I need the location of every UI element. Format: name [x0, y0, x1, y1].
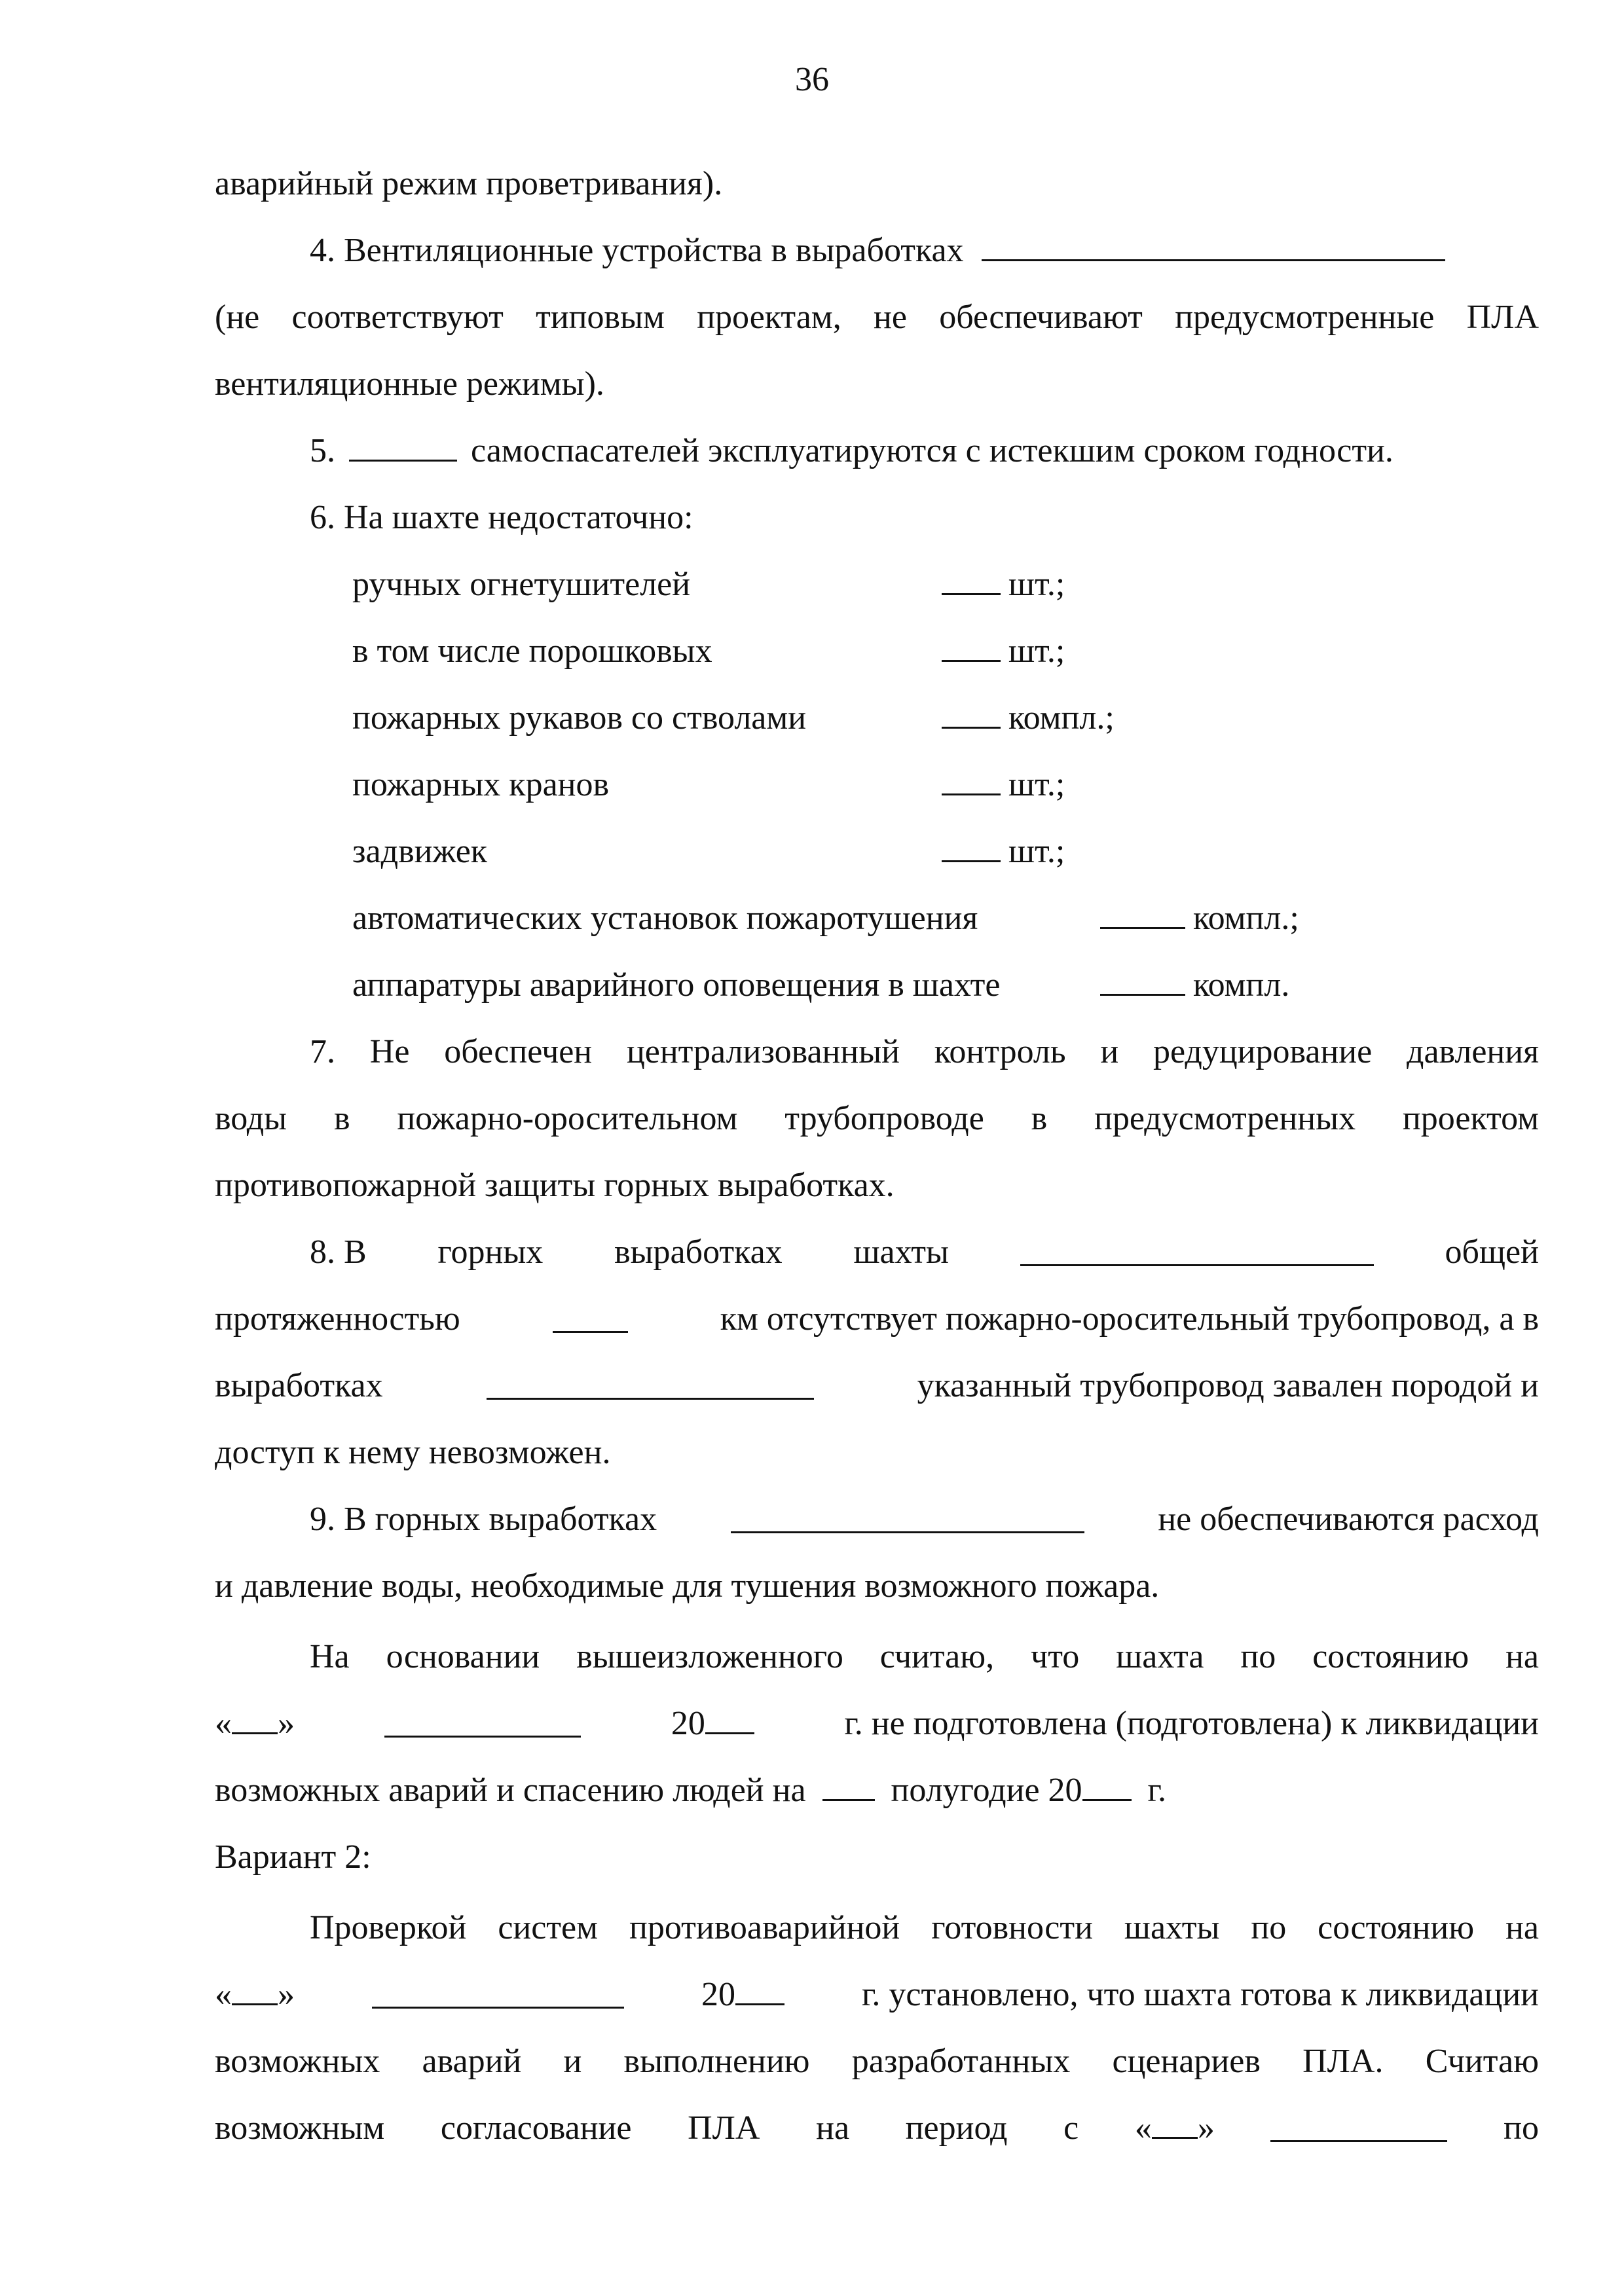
item-8-line-4: доступ к нему невозможен.	[215, 1434, 611, 1471]
blank-field	[487, 1398, 814, 1400]
blank-field	[942, 593, 1001, 595]
blank-field	[372, 2007, 624, 2009]
list-item: пожарных рукавов со стволами компл.;	[352, 699, 1115, 737]
list-item: в том числе порошковых шт.;	[352, 632, 1065, 670]
list-item: автоматических установок пожаротушения компл.;	[352, 900, 1299, 937]
list-item: пожарных кранов шт.;	[352, 766, 1065, 803]
variant-heading: Вариант 2:	[215, 1838, 371, 1876]
list-item: ручных огнетушителей шт.;	[352, 566, 1065, 603]
item-4-line-3: вентиляционные режимы).	[215, 365, 604, 403]
conclusion-line-3: возможных аварий и спасению людей на полугодие 20 г.	[215, 1772, 1167, 1809]
blank-field	[1100, 927, 1185, 929]
blank-field	[1020, 1264, 1374, 1266]
blank-field	[735, 2003, 784, 2005]
item-8-line-3: выработках указанный трубопровод завален породой и	[215, 1367, 1539, 1404]
blank-field	[1152, 2137, 1198, 2139]
list-item: задвижек шт.;	[352, 833, 1065, 870]
document-body	[215, 151, 1539, 2162]
item-8-line-1: 8. В горных выработках шахты общей	[310, 1233, 1539, 1271]
blank-field	[1270, 2140, 1447, 2142]
item-9-line-2: и давление воды, необходимые для тушения возможного пожара.	[215, 1567, 1160, 1605]
page-number: 36	[795, 61, 829, 98]
item-4-line-2: (не соответствуют типовым проектам, не обеспечивают предусмотренные ПЛА	[215, 299, 1539, 336]
variant-2-line-2: « » 20 г. установлено, что шахта готова к ликвидации	[215, 1976, 1539, 2013]
conclusion-line-1: На основании вышеизложенного считаю, что шахта по состоянию на	[310, 1638, 1539, 1675]
item-4-line-1: 4. Вентиляционные устройства в выработках	[215, 217, 1539, 284]
blank-field	[232, 1732, 278, 1734]
item-7-line-3: противопожарной защиты горных выработках.	[215, 1167, 895, 1204]
item-7-line-2: воды в пожарно-оросительном трубопроводе в предусмотренных проектом	[215, 1100, 1539, 1137]
blank-field	[232, 2003, 278, 2005]
item-9-line-1: 9. В горных выработках не обеспечиваются расход	[310, 1501, 1539, 1538]
conclusion-line-2: « » 20 г. не подготовлена (подготовлена) к ликвидации	[215, 1705, 1539, 1742]
blank-field	[942, 860, 1001, 862]
blank-field	[942, 793, 1001, 795]
variant-2-line-1: Проверкой систем противоаварийной готовности шахты по состоянию на	[310, 1909, 1539, 1946]
variant-2-line-3: возможных аварий и выполнению разработанных сценариев ПЛА. Считаю	[215, 2043, 1539, 2080]
blank-field	[1082, 1799, 1132, 1801]
blank-field	[705, 1732, 754, 1734]
blank-field	[553, 1331, 628, 1333]
blank-field	[942, 727, 1001, 729]
item-6-title: 6. На шахте недостаточно:	[310, 499, 693, 536]
blank-field	[982, 259, 1445, 261]
variant-2-line-4: возможным согласование ПЛА на период с « » по	[215, 2109, 1539, 2147]
paragraph-continuation: аварийный режим проветривания).	[215, 165, 723, 202]
item-8-line-2: протяженностью км отсутствует пожарно-оросительный трубопровод, а в	[215, 1300, 1539, 1338]
list-item: аппаратуры аварийного оповещения в шахте компл.	[352, 966, 1290, 1004]
item-5: 5. самоспасателей эксплуатируются с истекшим сроком годности.	[310, 432, 1393, 469]
blank-field	[349, 460, 457, 462]
blank-field	[942, 660, 1001, 662]
blank-field	[822, 1799, 875, 1801]
item-7-line-1: 7. Не обеспечен централизованный контроль и редуцирование давления	[310, 1033, 1539, 1070]
blank-field	[731, 1531, 1084, 1533]
blank-field	[384, 1736, 581, 1738]
blank-field	[1100, 994, 1185, 996]
